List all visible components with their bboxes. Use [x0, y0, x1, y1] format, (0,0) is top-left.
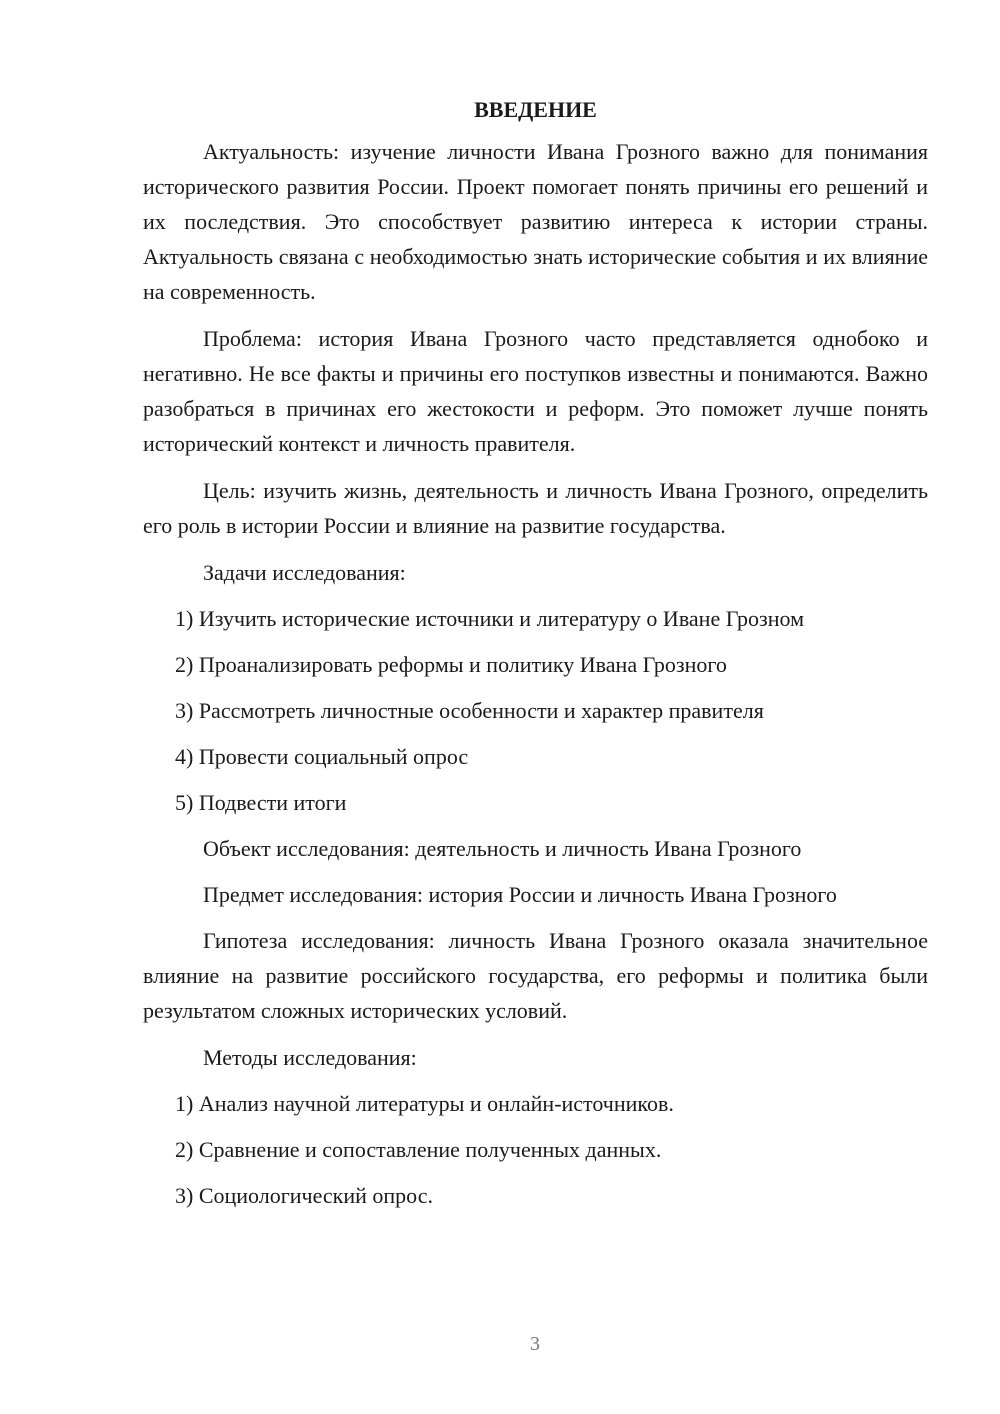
list-item: 2) Сравнение и сопоставление полученных данных.: [175, 1137, 662, 1162]
list-item: 4) Провести социальный опрос: [175, 744, 469, 769]
tasks-list: [143, 601, 928, 820]
section-heading: ВВЕДЕНИЕ: [474, 97, 597, 122]
list-item: 5) Подвести итоги: [175, 790, 347, 815]
list-item: 1) Изучить исторические источники и литературу о Иване Грозном: [175, 606, 805, 631]
research-object: Объект исследования: деятельность и личность Ивана Грозного: [203, 836, 802, 861]
relevance-paragraph: Актуальность: изучение личности Ивана Грозного важно для понимания исторического развития России. Проект помогает понять причины его решений и их последствия. Это способствует развитию интереса к истории страны. Актуальность связана с необходимостью знать исторические события и их влияние на современность.: [143, 139, 928, 304]
research-subject: Предмет исследования: история России и личность Ивана Грозного: [203, 882, 837, 907]
tasks-heading: Задачи исследования:: [203, 560, 406, 585]
goal-paragraph: Цель: изучить жизнь, деятельность и личность Ивана Грозного, определить его роль в истории России и влияние на развитие государства.: [143, 478, 928, 538]
problem-paragraph: Проблема: история Ивана Грозного часто представляется однобоко и негативно. Не все факты и причины его поступков известны и понимаются. Важно разобраться в причинах его жестокости и реформ. Это поможет лучше понять исторический контекст и личность правителя.: [143, 326, 928, 456]
list-item: 1) Анализ научной литературы и онлайн-источников.: [175, 1091, 674, 1116]
page-number: 3: [530, 1333, 540, 1355]
list-item: 3) Социологический опрос.: [175, 1183, 433, 1208]
methods-heading: Методы исследования:: [203, 1045, 417, 1070]
list-item: 2) Проанализировать реформы и политику Ивана Грозного: [175, 652, 727, 677]
document-page: [143, 92, 928, 1224]
hypothesis-paragraph: Гипотеза исследования: личность Ивана Грозного оказала значительное влияние на развитие российского государства, его реформы и политика были результатом сложных исторических условий.: [143, 928, 928, 1023]
list-item: 3) Рассмотреть личностные особенности и характер правителя: [175, 698, 764, 723]
methods-list: [143, 1086, 928, 1213]
